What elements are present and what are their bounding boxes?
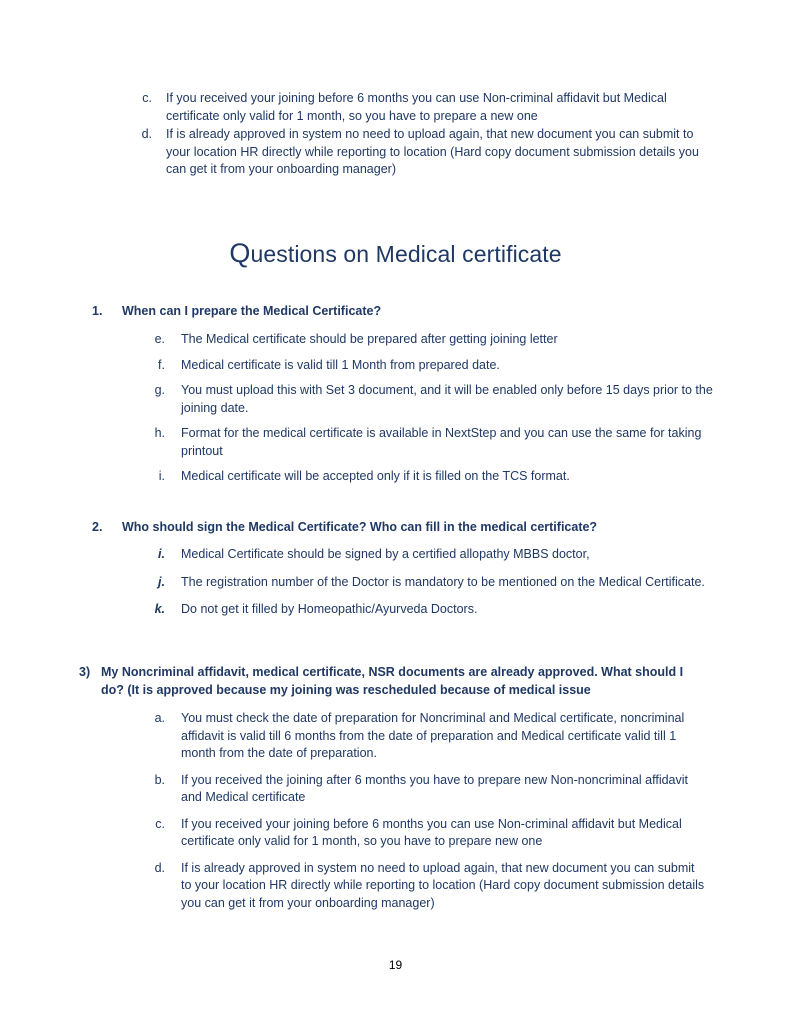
question-3-heading	[79, 664, 709, 699]
list-item	[135, 382, 715, 417]
list-item	[135, 468, 715, 486]
list-text: If is already approved in system no need to upload again, that new document you can submit to your location HR directly while reporting to location (Hard copy document submission details you can get it from your onboarding manager)	[181, 860, 705, 910]
page-title-rest: uestions on Medical certificate	[250, 241, 562, 267]
question-2-answers	[135, 546, 715, 629]
list-marker: i.	[158, 469, 165, 483]
list-marker: a.	[154, 711, 165, 725]
list-text: The registration number of the Doctor is mandatory to be mentioned on the Medical Certificate.	[181, 574, 705, 589]
list-item	[135, 816, 705, 851]
list-marker: c.	[155, 816, 165, 831]
question-number: 1.	[92, 304, 103, 318]
question-2-heading	[92, 519, 732, 537]
page-title	[0, 238, 791, 269]
list-text: You must check the date of preparation for Noncriminal and Medical certificate, noncriminal affidavit is valid till 6 months from the date of preparation and Medical certificate valid till 1 month from the date of preparation.	[181, 711, 685, 760]
list-text: Medical Certificate should be signed by a certified allopathy MBBS doctor,	[181, 547, 590, 561]
list-marker: f.	[158, 357, 165, 372]
list-marker: h.	[154, 426, 165, 440]
list-text: Medical certificate is valid till 1 Month from prepared date.	[181, 357, 500, 372]
question-1-answers	[135, 331, 715, 494]
continuation-list	[118, 90, 718, 180]
list-text: Medical certificate will be accepted only if it is filled on the TCS format.	[181, 469, 570, 483]
list-marker: c.	[142, 91, 152, 105]
list-item	[135, 331, 715, 349]
list-item	[135, 574, 715, 592]
list-item	[135, 772, 705, 807]
list-text: If you received your joining before 6 months you can use Non-criminal affidavit but Medical certificate only valid for 1 month, so you have to prepare a new one	[166, 91, 667, 123]
list-text: If you received the joining after 6 months you have to prepare new Non-noncriminal affidavit and Medical certificate	[181, 772, 689, 804]
list-item	[118, 90, 718, 125]
list-text: Format for the medical certificate is available in NextStep and you can use the same for taking printout	[181, 426, 702, 458]
question-text: When can I prepare the Medical Certificate?	[122, 304, 382, 318]
list-item	[135, 601, 715, 619]
question-text: My Noncriminal affidavit, medical certificate, NSR documents are already approved. What should I do? (It is approved because my joining was rescheduled because of medical issue	[101, 665, 684, 697]
list-marker: d.	[141, 127, 152, 141]
question-number: 2.	[92, 520, 103, 534]
question-1-heading	[92, 303, 712, 321]
list-marker: k.	[154, 602, 165, 616]
page-title-dropcap: Q	[229, 238, 251, 268]
question-number: 3)	[79, 665, 91, 679]
list-text: Do not get it filled by Homeopathic/Ayurveda Doctors.	[181, 602, 478, 616]
list-marker: d.	[154, 860, 165, 875]
question-text: Who should sign the Medical Certificate? Who can fill in the medical certificate?	[122, 520, 598, 534]
list-text: The Medical certificate should be prepared after getting joining letter	[181, 332, 558, 346]
page-number: 19	[388, 958, 403, 972]
list-marker: e.	[154, 332, 165, 346]
list-item	[135, 860, 705, 913]
list-text: If you received your joining before 6 months you can use Non-criminal affidavit but Medical certificate only valid for 1 month, so you have to prepare new one	[181, 816, 682, 848]
list-marker: g.	[154, 383, 165, 397]
question-3-answers	[135, 710, 705, 921]
list-text: If is already approved in system no need to upload again, that new document you can submit to your location HR directly while reporting to location (Hard copy document submission details you can get it from your onboarding manager)	[166, 127, 699, 176]
list-item	[135, 357, 715, 375]
list-item	[135, 710, 705, 763]
list-text: You must upload this with Set 3 document, and it will be enabled only before 15 days prior to the joining date.	[181, 383, 713, 415]
list-item	[135, 546, 715, 564]
list-marker: j.	[158, 574, 165, 589]
list-item	[135, 425, 715, 460]
list-item	[118, 126, 718, 179]
list-marker: i.	[158, 547, 165, 561]
list-marker: b.	[154, 772, 165, 787]
